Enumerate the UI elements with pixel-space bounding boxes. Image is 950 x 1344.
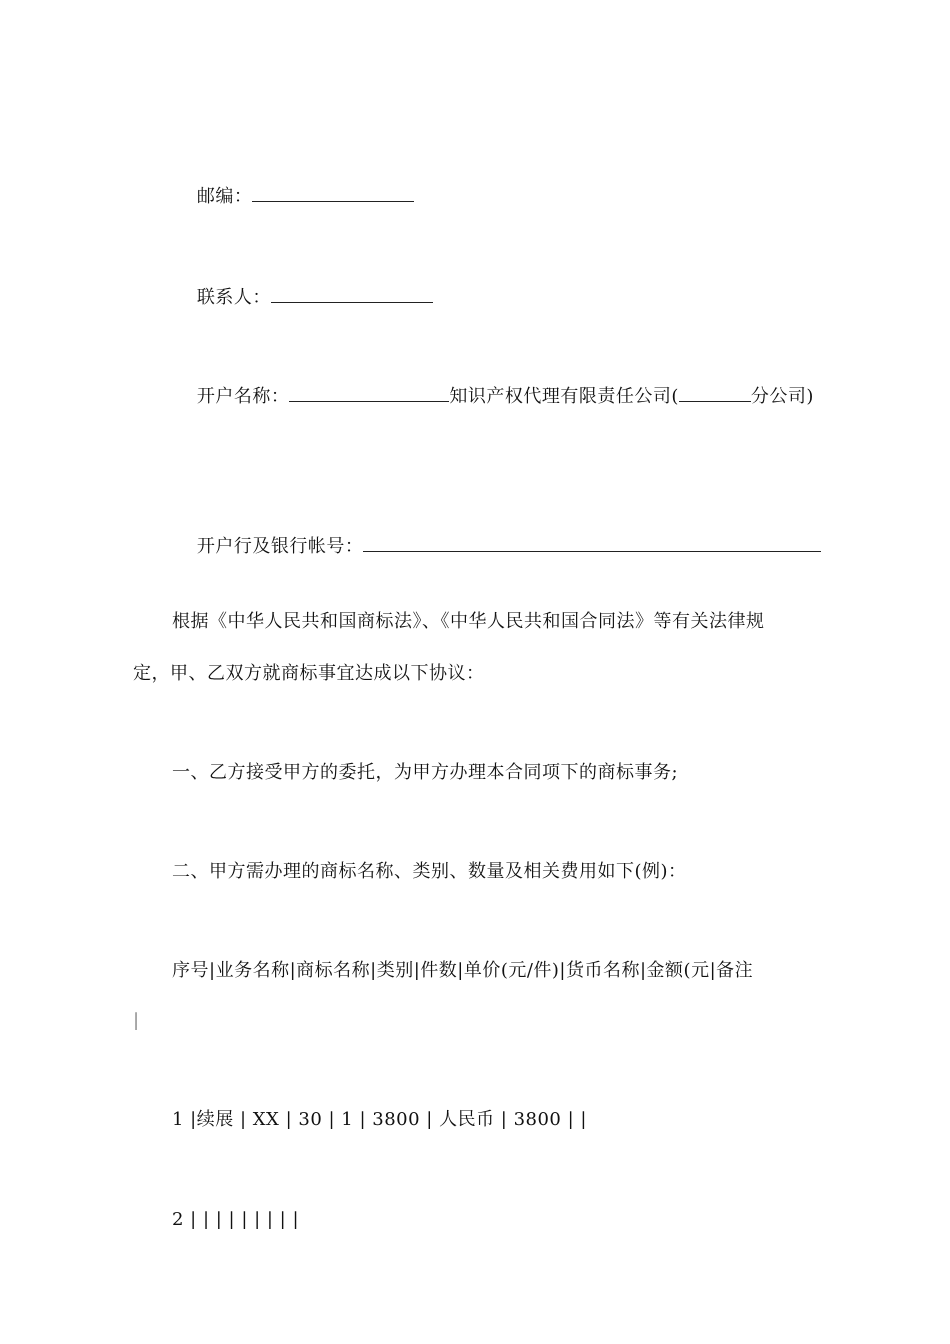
table-row-1: 1 |续展 | XX | 30 | 1 | 3800 | 人民币 | 3800 | | [172,1109,587,1130]
contact-line [172,264,433,331]
bank-account-blank [363,535,821,552]
account-name-label: 开户名称： [196,386,290,407]
account-name-branch: 分公司) [750,386,814,407]
postcode-label: 邮编： [196,186,253,207]
contact-label: 联系人： [196,287,271,308]
bank-account-line [172,513,821,580]
account-name-company: 知识产权代理有限责任公司( [449,386,679,407]
bank-account-label: 开户行及银行帐号： [196,536,364,557]
basis-paragraph-line2: 定，甲、乙双方就商标事宜达成以下协议： [133,663,485,684]
branch-blank [679,385,751,402]
account-name-blank [289,385,449,402]
basis-paragraph-line1: 根据《中华人民共和国商标法》、《中华人民共和国合同法》等有关法律规 [172,611,765,632]
postcode-blank [252,185,414,202]
table-row-2: 2 | | | | | | | | | [172,1209,300,1230]
postcode-line [172,163,414,230]
account-name-line [172,363,814,430]
clause-two: 二、甲方需办理的商标名称、类别、数量及相关费用如下(例)： [172,861,687,882]
table-header-line2: | [133,1010,140,1031]
table-header-line1: 序号|业务名称|商标名称|类别|件数|单价(元/件)|货币名称|金额(元|备注 [172,960,754,981]
clause-one: 一、乙方接受甲方的委托，为甲方办理本合同项下的商标事务; [172,762,679,783]
contact-blank [271,286,433,303]
